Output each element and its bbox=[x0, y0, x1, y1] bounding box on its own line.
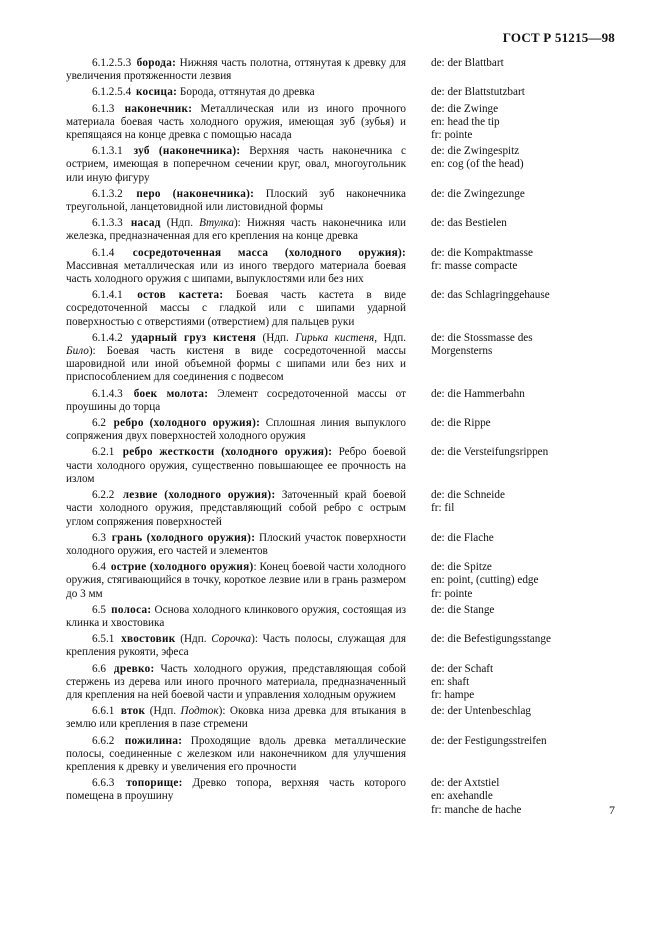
foreign-equivalent: en: axehandle bbox=[431, 790, 493, 803]
term-entry bbox=[66, 489, 614, 529]
term-name: полоса: bbox=[111, 603, 152, 616]
foreign-equivalent: fr: hampe bbox=[431, 688, 475, 701]
term-number: 6.1.4.2 bbox=[92, 331, 123, 344]
term-definition bbox=[66, 247, 406, 287]
term-number: 6.5.1 bbox=[92, 633, 115, 646]
definition-text: ): Нижняя часть наконечника или железка, предназначенная для его крепления на конце древка bbox=[66, 217, 407, 243]
term-entry bbox=[66, 417, 614, 443]
term-number: 6.3 bbox=[92, 531, 106, 544]
foreign-equivalent: fr: pointe bbox=[431, 587, 473, 600]
term-entry bbox=[66, 57, 614, 83]
term-entry bbox=[66, 289, 614, 329]
term-number: 6.1.2.5.3 bbox=[92, 57, 132, 69]
term-entry bbox=[66, 446, 614, 486]
definition-text: Нижняя часть полотна, оттянутая к древку для увеличения протяженности лезвия bbox=[66, 57, 406, 83]
term-name: наконечник: bbox=[124, 102, 193, 115]
definition-text: Ребро боевой части холодного оружия, существенно повышающее ее прочность на излом bbox=[66, 446, 406, 485]
term-name: косица: bbox=[135, 86, 178, 99]
foreign-equivalent: en: cog (of the head) bbox=[431, 158, 524, 171]
foreign-equivalent: de: die Stange bbox=[431, 603, 495, 616]
term-definition bbox=[66, 489, 406, 529]
deprecated-prefix: (Ндп. bbox=[160, 217, 200, 230]
definition-text: Древко топора, верхняя часть которого помещена в проушину bbox=[66, 777, 406, 803]
definition-text: Массивная металлическая или из иного твердого материала боевая часть холодного оружия с шипами, выпуклостями или без них bbox=[66, 259, 406, 286]
definition-text: Часть холодного оружия, представляющая собой стержень из дерева или иного прочного материала, предназначенный для крепления на ней боевой части и управления холодным оружием bbox=[66, 662, 407, 701]
term-name: вток bbox=[120, 705, 146, 718]
foreign-equivalents bbox=[431, 86, 614, 99]
foreign-equivalents bbox=[431, 705, 614, 731]
term-definition bbox=[66, 289, 406, 329]
term-definition bbox=[66, 145, 406, 185]
foreign-equivalents bbox=[431, 446, 614, 486]
term-name: хвостовик bbox=[121, 633, 176, 646]
term-number: 6.6.1 bbox=[92, 705, 115, 718]
definition-text: Борода, оттянутая до древка bbox=[177, 86, 315, 99]
term-number: 6.2 bbox=[92, 417, 106, 430]
foreign-equivalent: de: die Stossmasse des bbox=[431, 331, 533, 344]
term-name: лезвие (холодного оружия): bbox=[122, 489, 276, 502]
definition-text: Металлическая или из иного прочного материала боевая часть холодного оружия, имеющая зуб (зубья) и крепящаяся на конце древка с помощью насада bbox=[66, 102, 406, 142]
foreign-equivalents bbox=[431, 332, 614, 385]
foreign-equivalents bbox=[431, 247, 614, 287]
term-name: насад bbox=[130, 217, 161, 230]
term-entry bbox=[66, 561, 614, 601]
foreign-equivalents bbox=[431, 289, 614, 329]
term-entry bbox=[66, 735, 614, 775]
term-entry bbox=[66, 247, 614, 287]
foreign-equivalent: de: die Spitze bbox=[431, 561, 492, 574]
term-definition bbox=[66, 217, 406, 243]
definition-text: Основа холодного клинкового оружия, состоящая из клинка и хвостовика bbox=[66, 603, 407, 629]
term-definition bbox=[66, 388, 406, 414]
foreign-equivalents bbox=[431, 188, 614, 214]
foreign-equivalent: fr: masse compacte bbox=[431, 259, 518, 272]
foreign-equivalent: en: point, (cutting) edge bbox=[431, 574, 539, 587]
term-number: 6.6 bbox=[92, 662, 106, 675]
term-entry bbox=[66, 86, 614, 99]
foreign-equivalent: de: das Schlagringgehause bbox=[431, 289, 550, 302]
term-entry bbox=[66, 332, 614, 385]
foreign-equivalents bbox=[431, 663, 614, 703]
term-number: 6.2.1 bbox=[92, 446, 115, 459]
foreign-equivalent: de: die Rippe bbox=[431, 417, 491, 430]
term-definition bbox=[66, 663, 406, 703]
term-number: 6.2.2 bbox=[92, 489, 115, 502]
deprecated-term: Подток bbox=[180, 705, 219, 718]
term-definition bbox=[66, 735, 406, 775]
foreign-equivalent: de: die Flache bbox=[431, 531, 494, 544]
term-name: грань (холодного оружия): bbox=[111, 531, 256, 544]
term-entry bbox=[66, 217, 614, 243]
definition-text: Плоский зуб наконечника треугольной, ланцетовидной или листовидной формы bbox=[66, 187, 407, 214]
definition-text: Элемент сосредоточенной массы от проушины до торца bbox=[66, 387, 406, 413]
foreign-equivalent: en: head the tip bbox=[431, 115, 500, 128]
term-number: 6.1.3 bbox=[92, 102, 115, 115]
term-name: зуб (наконечника): bbox=[133, 145, 241, 158]
term-definition bbox=[66, 604, 406, 630]
term-definition bbox=[66, 417, 406, 443]
term-definition bbox=[66, 561, 406, 601]
definition-text: Боевая часть кастета в виде сосредоточенной массы с гладкой или с шипами ударной поверхностью с отверстиями (отверстием) для пальцев руки bbox=[66, 289, 407, 328]
term-entry bbox=[66, 663, 614, 703]
deprecated-prefix: (Ндп. bbox=[175, 633, 212, 646]
term-definition bbox=[66, 188, 406, 214]
foreign-equivalent: de: der Festigungsstreifen bbox=[431, 734, 547, 747]
term-number: 6.6.3 bbox=[92, 777, 115, 790]
foreign-equivalent: de: die Schneide bbox=[431, 489, 505, 502]
term-definition bbox=[66, 705, 406, 731]
term-entry bbox=[66, 532, 614, 558]
deprecated-separator: , Ндп. bbox=[374, 331, 406, 344]
term-entry bbox=[66, 188, 614, 214]
term-definition bbox=[66, 86, 406, 99]
foreign-equivalents bbox=[431, 57, 614, 83]
term-name: сосредоточенная масса (холодного оружия): bbox=[132, 246, 407, 259]
foreign-equivalent: de: das Bestielen bbox=[431, 217, 507, 230]
foreign-equivalents bbox=[431, 388, 614, 414]
term-number: 6.1.4.3 bbox=[92, 387, 123, 400]
foreign-equivalents bbox=[431, 777, 614, 817]
foreign-equivalent: de: die Hammerbahn bbox=[431, 387, 525, 400]
term-entry bbox=[66, 705, 614, 731]
foreign-equivalent: fr: pointe bbox=[431, 129, 473, 142]
term-definition bbox=[66, 633, 406, 659]
term-name: древко: bbox=[113, 662, 155, 675]
foreign-equivalents bbox=[431, 633, 614, 659]
term-entry bbox=[66, 145, 614, 185]
definition-text: ): Боевая часть кистеня в виде сосредоточенной массы шаровидной или иной объемной формы с шипами или без них и приспособлением для соединения с подвесом bbox=[66, 345, 406, 384]
foreign-equivalent: de: die Zwingezunge bbox=[431, 187, 525, 200]
term-number: 6.1.4 bbox=[92, 246, 115, 259]
term-number: 6.1.3.3 bbox=[92, 217, 123, 230]
term-number: 6.1.2.5.4 bbox=[92, 86, 132, 99]
foreign-equivalent: de: die Kompaktmasse bbox=[431, 246, 533, 259]
term-name: остов кастета: bbox=[137, 289, 224, 302]
term-definition bbox=[66, 777, 406, 817]
document-standard-header: ГОСТ Р 51215—98 bbox=[502, 30, 615, 45]
term-name: ударный груз кистеня bbox=[131, 331, 257, 344]
term-name: ребро жесткости (холодного оружия): bbox=[122, 446, 333, 459]
term-entry bbox=[66, 103, 614, 143]
foreign-equivalent: en: shaft bbox=[431, 675, 470, 688]
definition-text: Плоский участок поверхности холодного оружия, его частей и элементов bbox=[66, 531, 407, 557]
definition-text: : Конец боевой части холодного оружия, стягивающийся в точку, короткое лезвие или в грань размером до 3 мм bbox=[66, 561, 406, 600]
term-name: топорище: bbox=[126, 777, 183, 790]
foreign-equivalents bbox=[431, 561, 614, 601]
foreign-equivalents bbox=[431, 735, 614, 775]
deprecated-term: Сорочка bbox=[211, 633, 252, 646]
foreign-equivalents bbox=[431, 145, 614, 185]
foreign-equivalents bbox=[431, 489, 614, 529]
foreign-equivalent: de: die Zwingespitz bbox=[431, 145, 520, 158]
term-number: 6.1.4.1 bbox=[92, 289, 123, 302]
term-definition bbox=[66, 103, 406, 143]
term-entry bbox=[66, 388, 614, 414]
term-number: 6.1.3.2 bbox=[92, 187, 123, 200]
term-name: пожилина: bbox=[124, 734, 183, 747]
definition-text: Верхняя часть наконечника с острием, имеющая в поперечном сечении круг, овал, многоугольник или иную фигуру bbox=[66, 145, 407, 184]
definition-text: ): Часть полосы, служащая для крепления рукояти, эфеса bbox=[66, 633, 407, 659]
foreign-equivalent: fr: manche de hache bbox=[431, 803, 522, 816]
page-number: 7 bbox=[609, 803, 615, 817]
foreign-equivalent: de: die Versteifungsrippen bbox=[431, 446, 549, 459]
term-name: ребро (холодного оружия): bbox=[113, 417, 261, 430]
foreign-equivalent: de: der Blattbart bbox=[431, 57, 504, 69]
foreign-equivalents bbox=[431, 103, 614, 143]
definition-text: Сплошная линия выпуклого сопряжения двух поверхностей холодного оружия bbox=[66, 417, 406, 443]
term-name: острие (холодного оружия) bbox=[110, 561, 254, 574]
term-number: 6.1.3.1 bbox=[92, 145, 123, 158]
foreign-equivalent: de: der Untenbeschlag bbox=[431, 705, 532, 718]
term-definition bbox=[66, 332, 406, 385]
term-name: перо (наконечника): bbox=[136, 187, 255, 200]
deprecated-prefix: (Ндп. bbox=[256, 331, 296, 344]
deprecated-term: Гирька кистеня bbox=[295, 331, 375, 344]
term-definition bbox=[66, 446, 406, 486]
definition-text: Заточенный край боевой части холодного оружия, представляющий собой ребро с острым углом сопряжения поверхностей bbox=[66, 489, 407, 528]
foreign-equivalent: de: die Befestigungsstange bbox=[431, 633, 551, 646]
term-definition bbox=[66, 532, 406, 558]
foreign-equivalent: Morgensterns bbox=[431, 345, 493, 358]
term-name: борода: bbox=[136, 57, 177, 69]
foreign-equivalents bbox=[431, 604, 614, 630]
term-number: 6.5 bbox=[92, 603, 106, 616]
term-definition bbox=[66, 57, 406, 83]
foreign-equivalents bbox=[431, 217, 614, 243]
foreign-equivalent: de: die Zwinge bbox=[431, 102, 499, 115]
term-name: боек молота: bbox=[133, 387, 209, 400]
foreign-equivalents bbox=[431, 417, 614, 443]
term-entry bbox=[66, 604, 614, 630]
definition-text: ): Оковка низа древка для втыкания в землю или крепления в пазе стремени bbox=[66, 705, 407, 731]
terms-list bbox=[66, 57, 614, 820]
deprecated-term: Втулка bbox=[199, 217, 234, 230]
foreign-equivalents bbox=[431, 532, 614, 558]
term-entry bbox=[66, 777, 614, 817]
foreign-equivalent: de: der Schaft bbox=[431, 662, 494, 675]
definition-text: Проходящие вдоль древка металлические полосы, соединенные с железком или наконечником для улучшения крепления к древку и увеличения его прочности bbox=[66, 734, 407, 773]
foreign-equivalent: de: der Axtstiel bbox=[431, 777, 500, 790]
deprecated-prefix: (Ндп. bbox=[145, 705, 181, 718]
term-entry bbox=[66, 633, 614, 659]
foreign-equivalent: de: der Blattstutzbart bbox=[431, 86, 525, 99]
term-number: 6.6.2 bbox=[92, 734, 115, 747]
deprecated-term: Било bbox=[66, 345, 89, 358]
foreign-equivalent: fr: fil bbox=[431, 502, 455, 515]
term-number: 6.4 bbox=[92, 561, 106, 574]
